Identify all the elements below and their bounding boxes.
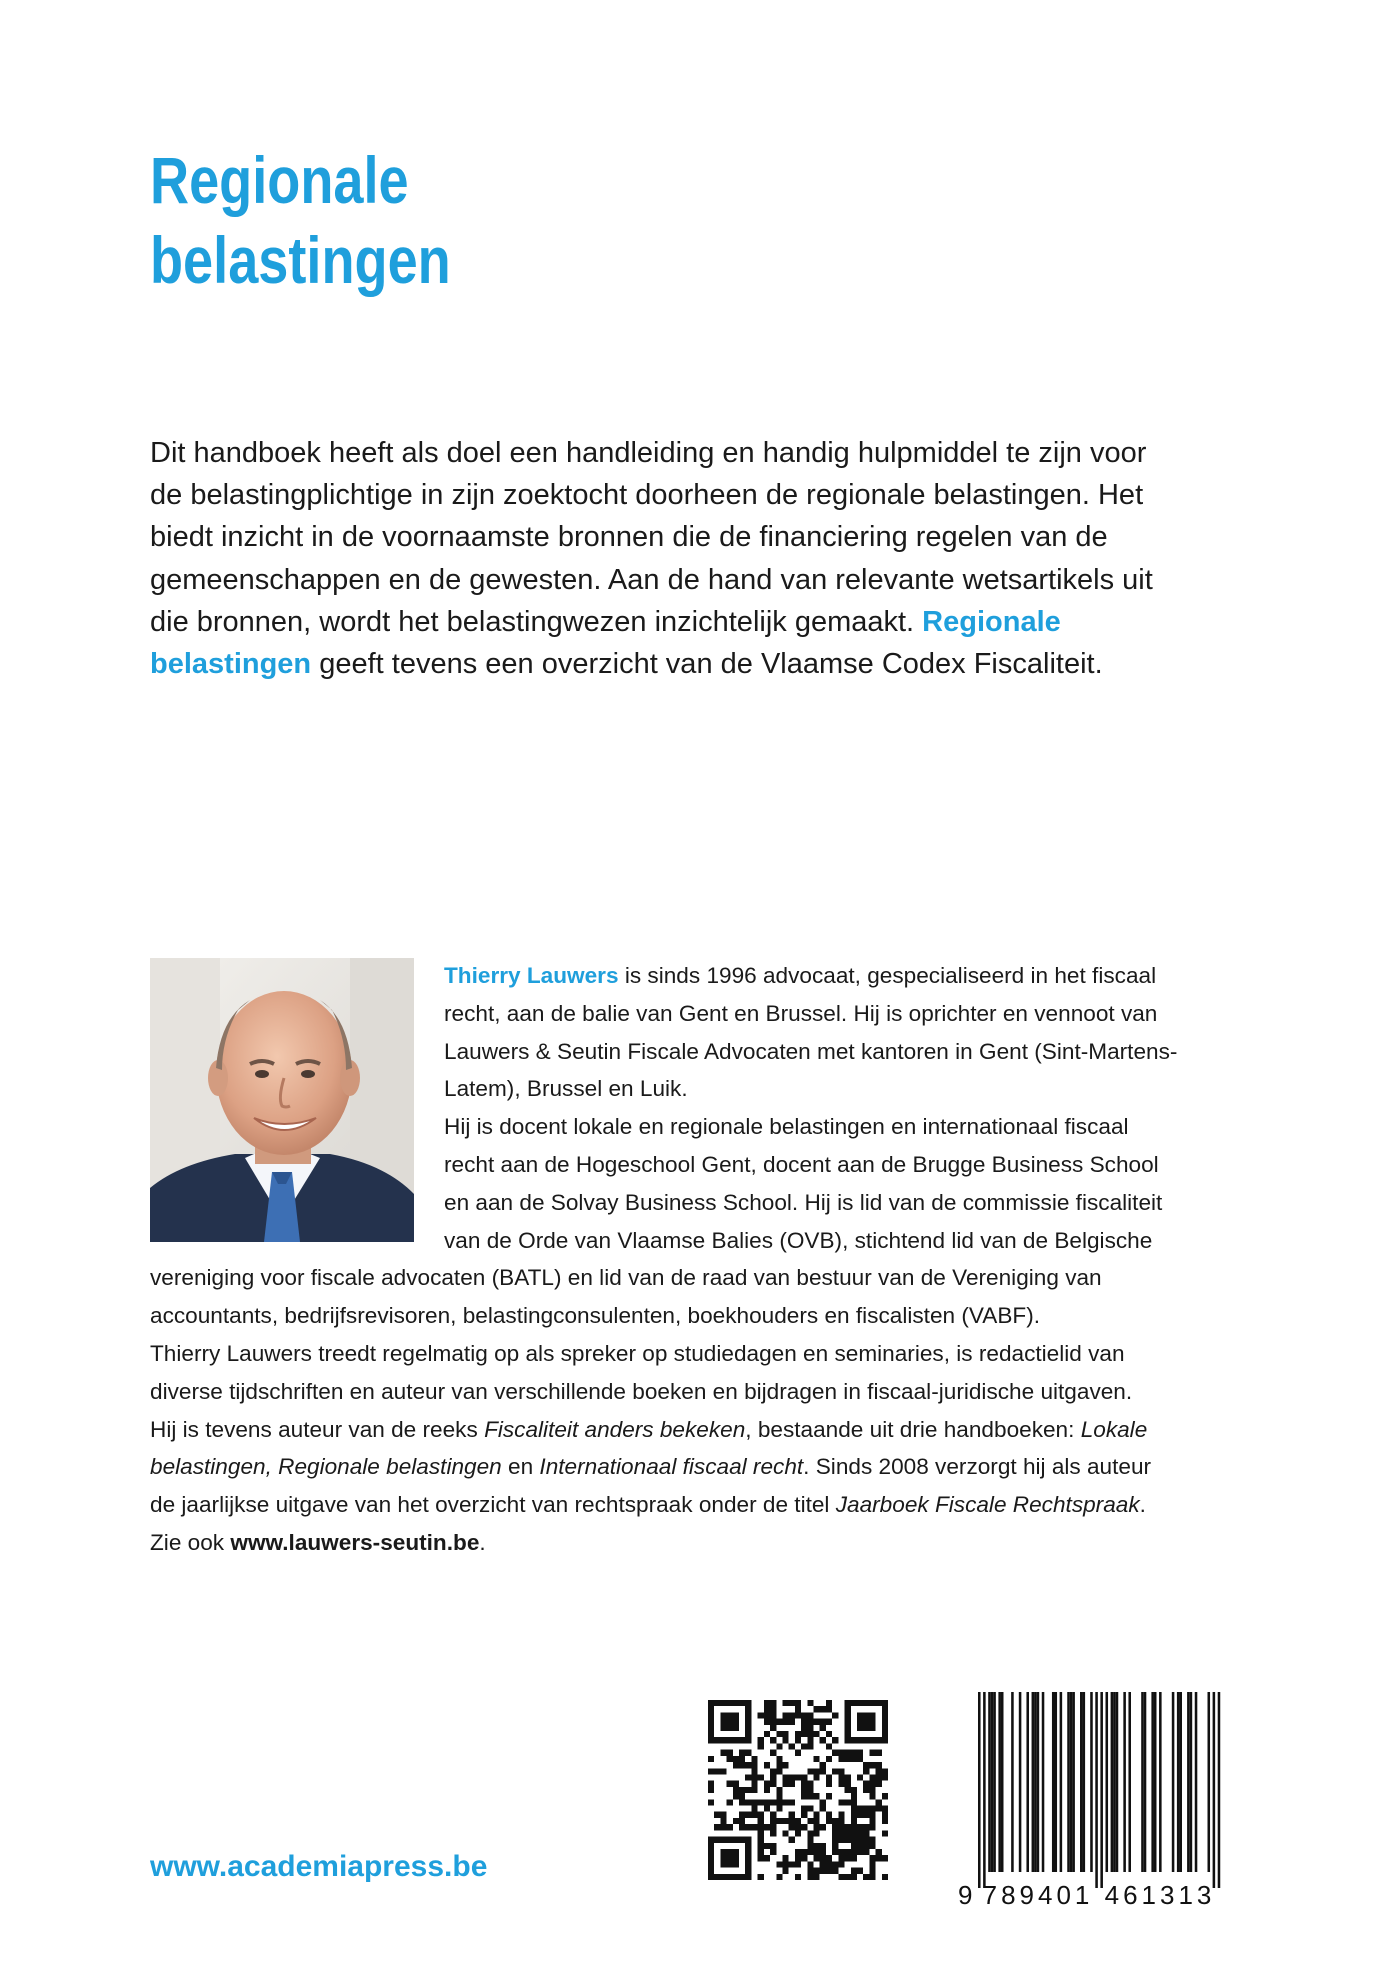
isbn-left-digits: 789401 bbox=[982, 1880, 1094, 1910]
publisher-website[interactable]: www.academiapress.be bbox=[150, 1850, 488, 1883]
barcode-bar bbox=[1177, 1692, 1180, 1872]
description-part1: Dit handboek heeft als doel een handleiding en handig hulpmiddel te zijn voor de belastingplichtige in zijn zoektocht doorheen de regionale belastingen. Het biedt inzicht in de voornaamste bronnen die de financiering regelen van de gemeenschappen en de gewesten. Aan de hand van relevante wetsartikels uit die bronnen, wordt het belastingwezen inzichtelijk gemaakt. bbox=[150, 437, 1153, 638]
barcode-bar bbox=[978, 1692, 981, 1888]
barcode-bar bbox=[1128, 1692, 1131, 1872]
barcode-bar bbox=[1037, 1692, 1040, 1872]
bio-paragraph-4: Hij is tevens auteur van de reeks Fiscaliteit anders bekeken, bestaande uit drie handboeken: Lokale belastingen, Regionale belastingen en Internationaal fiscaal recht. Sinds 2008 verzorgt hij als auteur de jaarlijkse uitgave van het overzicht van rechtspraak onder de titel Jaarboek Fiscale Rechtspraak. bbox=[150, 1416, 1152, 1518]
author-website-link[interactable]: www.lauwers-seutin.be bbox=[230, 1529, 480, 1555]
bio-paragraph-5: Zie ook www.lauwers-seutin.be. bbox=[150, 1529, 486, 1555]
barcode-bar bbox=[998, 1692, 1001, 1872]
barcode-bar bbox=[1001, 1692, 1004, 1872]
barcode-bar bbox=[983, 1692, 986, 1888]
author-biography bbox=[150, 957, 1180, 1562]
barcode-bar bbox=[1123, 1692, 1126, 1872]
description-part2: geeft tevens een overzicht van de Vlaamse Codex Fiscaliteit. bbox=[311, 648, 1103, 681]
author-name: Thierry Lauwers bbox=[444, 963, 619, 988]
barcode-bar bbox=[1111, 1692, 1114, 1872]
barcode-bar bbox=[1106, 1692, 1109, 1872]
series-title: Fiscaliteit anders bekeken bbox=[484, 1416, 746, 1442]
barcode-bar bbox=[1080, 1692, 1083, 1872]
barcode-bar bbox=[1195, 1692, 1198, 1872]
book-title bbox=[150, 140, 451, 300]
barcode-bar bbox=[1187, 1692, 1190, 1872]
isbn-first-digit: 9 bbox=[958, 1880, 973, 1910]
barcode-bar bbox=[993, 1692, 996, 1872]
book-title-international: Internationaal fiscaal recht bbox=[539, 1454, 804, 1480]
barcode-bar bbox=[1095, 1692, 1098, 1888]
barcode-bar bbox=[1179, 1692, 1182, 1872]
yearbook-title: Jaarboek Fiscale Rechtspraak bbox=[835, 1492, 1140, 1518]
barcode-bar bbox=[988, 1692, 991, 1872]
qr-code-icon bbox=[708, 1700, 888, 1880]
isbn-barcode bbox=[950, 1692, 1245, 1912]
barcode-bar bbox=[1052, 1692, 1055, 1872]
barcode-bar bbox=[1218, 1692, 1221, 1888]
barcode-bar bbox=[1032, 1692, 1035, 1872]
barcode-bar bbox=[1141, 1692, 1144, 1872]
barcode-bars bbox=[978, 1692, 1220, 1888]
barcode-bar bbox=[1172, 1692, 1175, 1872]
barcode-bar bbox=[1100, 1692, 1103, 1888]
barcode-bar bbox=[1067, 1692, 1070, 1872]
barcode-bar bbox=[1019, 1692, 1022, 1872]
description-highlight: Regionale belastingen bbox=[150, 605, 1061, 681]
barcode-bar bbox=[1083, 1692, 1086, 1872]
barcode-bar bbox=[1072, 1692, 1075, 1872]
bio-paragraph-3: Thierry Lauwers treedt regelmatig op als spreker op studiedagen en seminaries, is redactielid van diverse tijdschriften en auteur van verschillende boeken en bijdragen in fiscaal-juridische uitgaven. bbox=[150, 1340, 1133, 1404]
barcode-bar bbox=[1213, 1692, 1216, 1888]
barcode-bar bbox=[1042, 1692, 1045, 1872]
photo-text-wrap-spacer bbox=[150, 957, 444, 1257]
barcode-bar bbox=[1055, 1692, 1058, 1872]
bio-paragraph-2: Hij is docent lokale en regionale belastingen en internationaal fiscaal recht aan de Hogeschool Gent, docent aan de Brugge Business School en aan de Solvay Business School. Hij is lid van de commissie fiscaliteit van de Orde van Vlaamse Balies (OVB), stichtend lid van de Belgische vereniging voor fiscale advocaten (BATL) en lid van de raad van bestuur van de Vereniging van accountants, bedrijfsrevisoren, belastingconsulenten, boekhouders en fiscalisten (VABF). bbox=[150, 1114, 1163, 1329]
book-titles: Lokale belastingen, Regionale belastingen bbox=[150, 1416, 1148, 1480]
barcode-bar bbox=[1070, 1692, 1073, 1872]
book-title-line2: belastingen bbox=[150, 223, 451, 297]
book-description bbox=[150, 432, 1170, 685]
barcode-bar bbox=[1144, 1692, 1147, 1872]
barcode-bar bbox=[1060, 1692, 1063, 1872]
barcode-bar bbox=[1011, 1692, 1014, 1872]
barcode-bar bbox=[1190, 1692, 1193, 1872]
barcode-bar bbox=[1208, 1692, 1211, 1872]
barcode-bar bbox=[1113, 1692, 1116, 1872]
isbn-right-digits: 461313 bbox=[1104, 1880, 1216, 1910]
barcode-bar bbox=[1034, 1692, 1037, 1872]
book-title-line1: Regionale bbox=[150, 143, 409, 217]
barcode-bar bbox=[991, 1692, 994, 1872]
barcode-bar bbox=[1090, 1692, 1093, 1872]
barcode-bar bbox=[1116, 1692, 1119, 1872]
barcode-bar bbox=[1026, 1692, 1029, 1872]
barcode-bar bbox=[1151, 1692, 1154, 1872]
barcode-bar bbox=[1159, 1692, 1162, 1872]
barcode-bar bbox=[1154, 1692, 1157, 1872]
bio-paragraph-1: Thierry Lauwers is sinds 1996 advocaat, gespecialiseerd in het fiscaal recht, aan de balie van Gent en Brussel. Hij is oprichter en vennoot van Lauwers & Seutin Fiscale Advocaten met kantoren in Gent (Sint-Martens-Latem), Brussel en Luik. bbox=[444, 963, 1178, 1102]
